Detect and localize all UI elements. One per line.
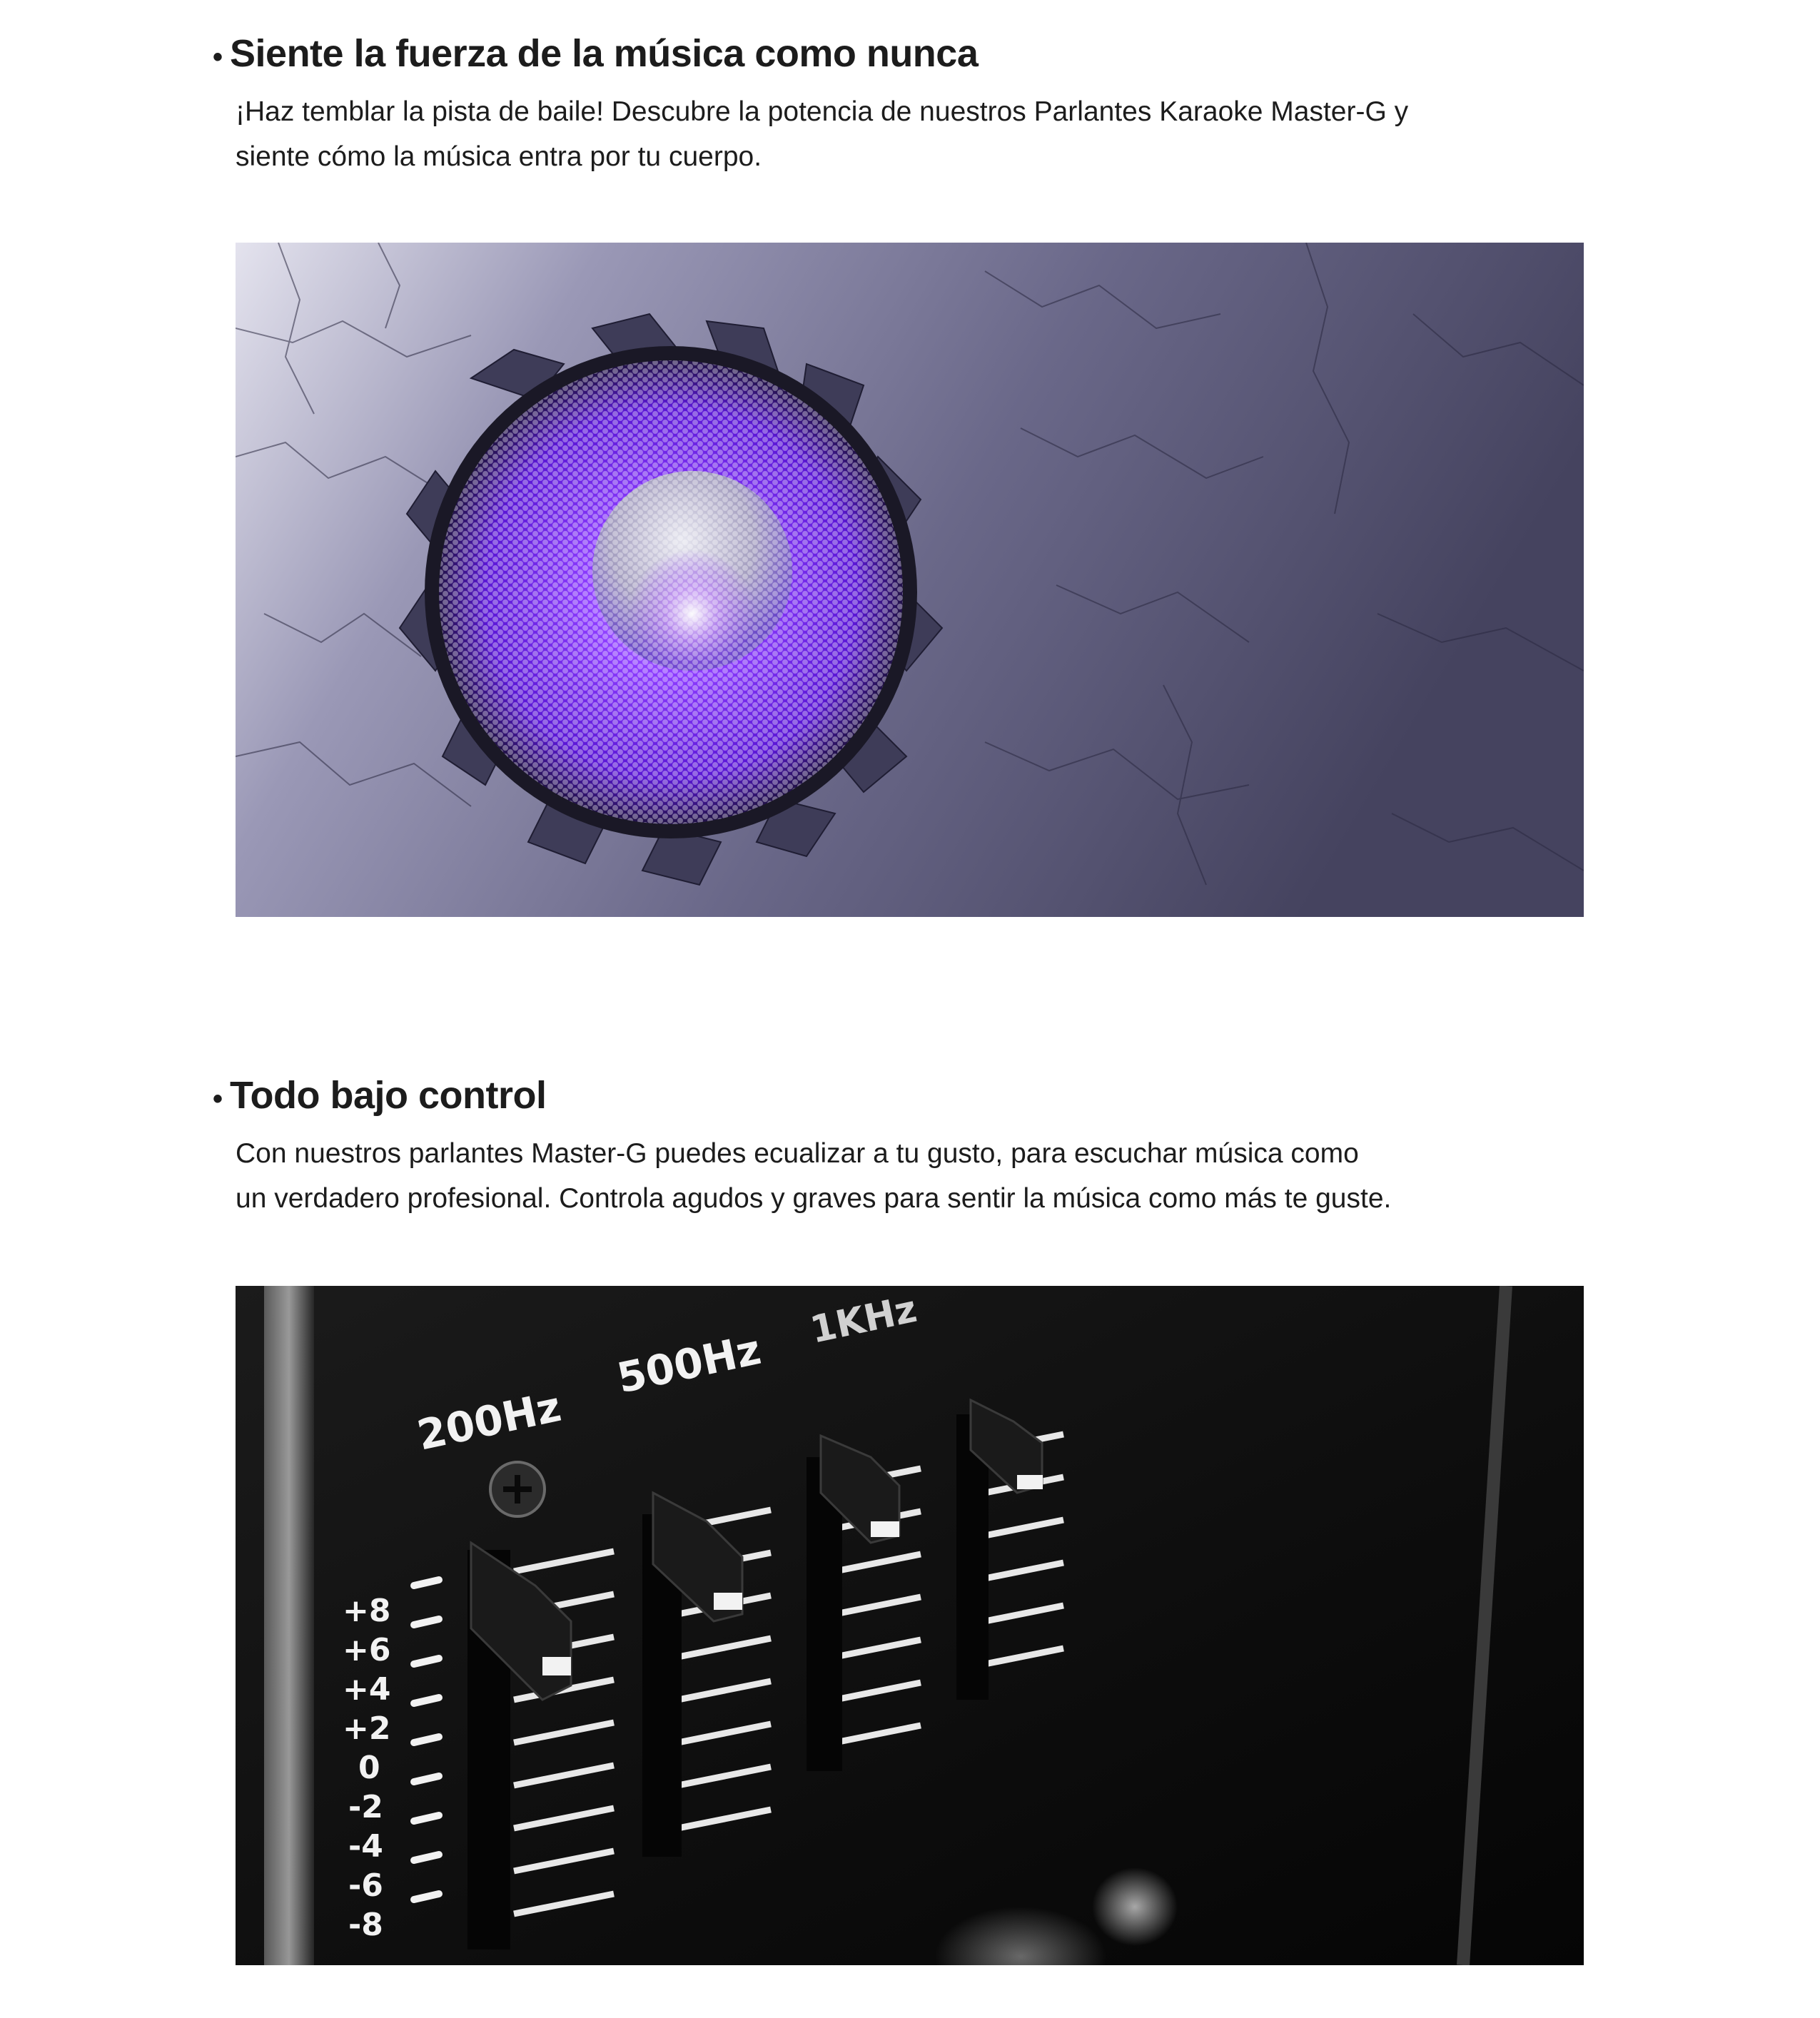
band-label: 200Hz: [413, 1381, 565, 1460]
fader-marker: [542, 1657, 571, 1675]
band-label: 1KHz: [807, 1287, 921, 1352]
scale-label: -4: [348, 1828, 383, 1865]
bullet-icon: •: [213, 41, 223, 73]
scale-label: -6: [348, 1867, 383, 1904]
body-line: un verdadero profesional. Controla agudos y graves para sentir la música como más te guste.: [236, 1183, 1392, 1214]
body-line: ¡Haz temblar la pista de baile! Descubre la potencia de nuestros Parlantes Karaoke Master-G y: [236, 96, 1409, 127]
blurred-knob: [1092, 1867, 1178, 1946]
fader-marker: [1017, 1475, 1043, 1489]
bullet-icon: •: [213, 1083, 223, 1115]
section-heading-row: [213, 1072, 546, 1119]
equalizer-panel-image: [236, 1286, 1584, 1965]
speaker-wall-image: [236, 243, 1584, 917]
panel-background: [236, 1286, 1584, 1965]
section-body: [236, 1131, 1592, 1221]
fader-marker: [714, 1593, 742, 1610]
scale-label: 0: [358, 1750, 380, 1786]
scale-label: +4: [343, 1671, 391, 1708]
band-label: 500Hz: [612, 1324, 765, 1403]
body-line: siente cómo la música entra por tu cuerpo.: [236, 141, 762, 172]
scale-label: -8: [348, 1907, 383, 1943]
panel-edge: [264, 1286, 314, 1965]
scale-label: +2: [343, 1710, 391, 1747]
section-title: Todo bajo control: [230, 1074, 547, 1117]
fader-marker: [871, 1521, 899, 1537]
body-line: Con nuestros parlantes Master-G puedes ecualizar a tu gusto, para escuchar música como: [236, 1138, 1359, 1169]
section-title: Siente la fuerza de la música como nunca: [230, 32, 979, 75]
scale-label: +8: [343, 1593, 391, 1629]
section-heading-row: [213, 30, 978, 77]
section-body: [236, 89, 1592, 179]
scale-label: +6: [343, 1632, 391, 1668]
speaker-grille: [439, 360, 903, 824]
scale-label: -2: [348, 1789, 383, 1825]
